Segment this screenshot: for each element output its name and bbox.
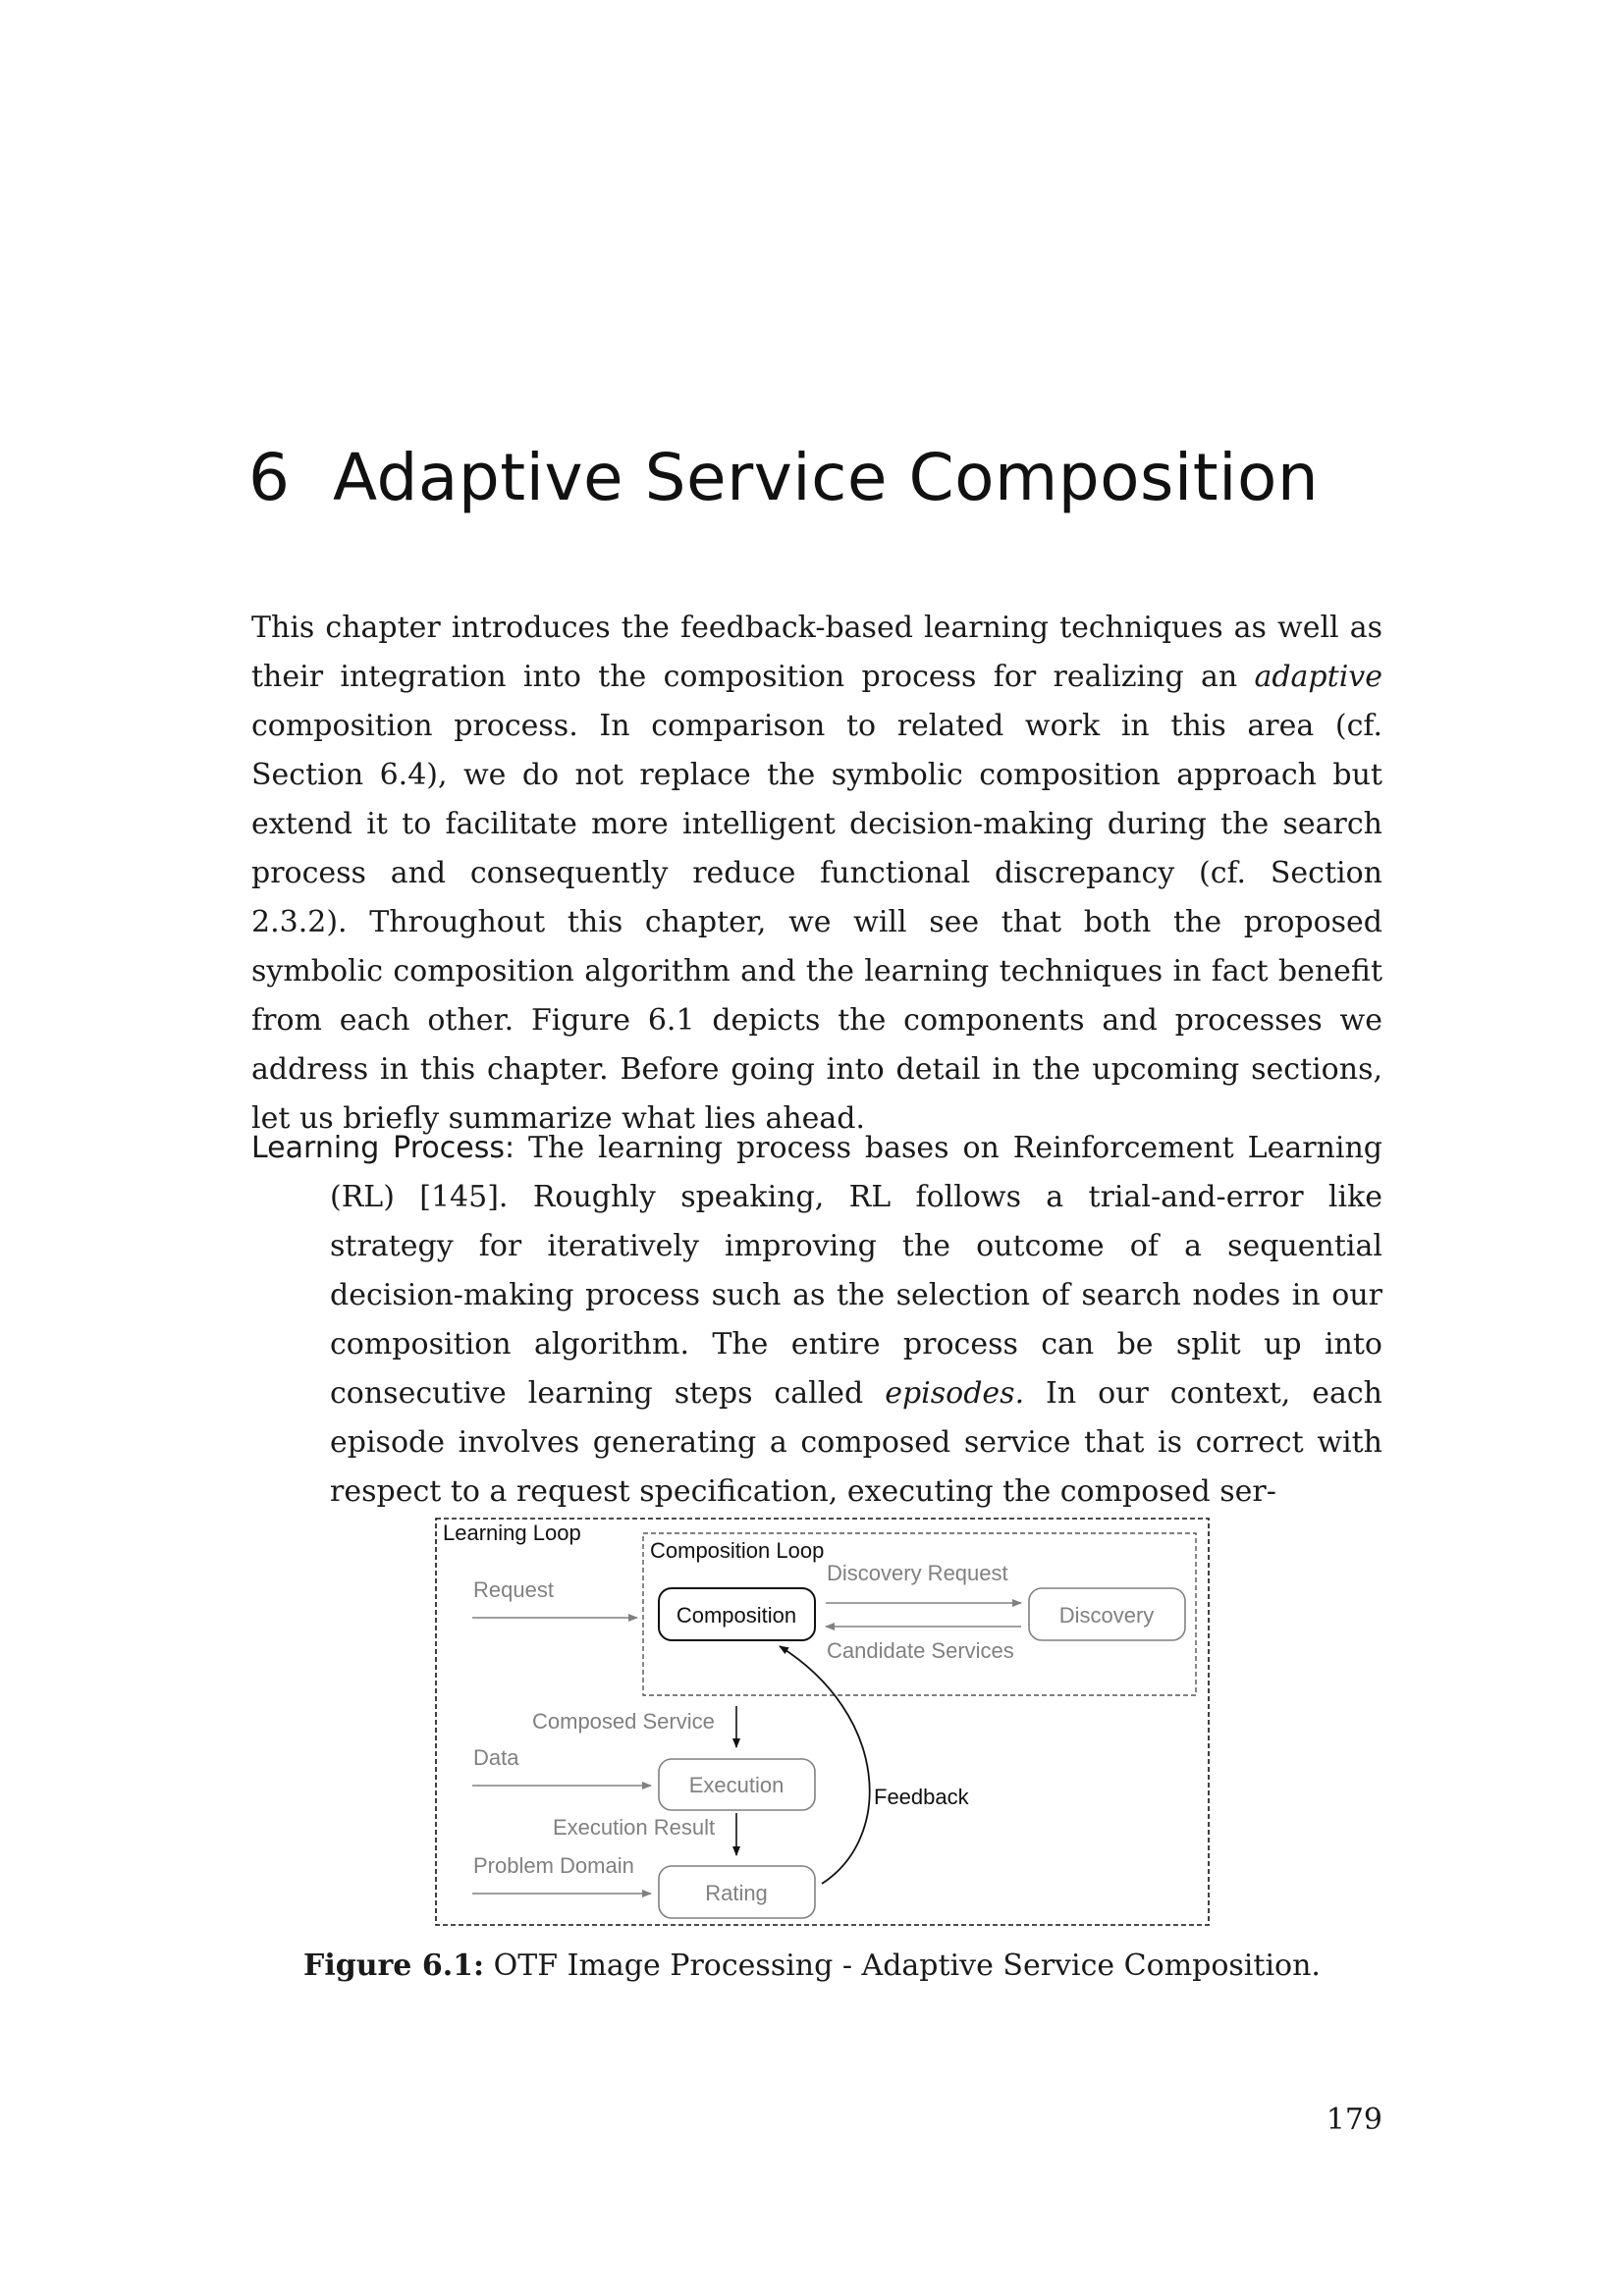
- learning-process-text-2: In our context, each episode involves generating a composed service that is correct with respect to a request specification, executing the composed ser-: [330, 1376, 1382, 1509]
- candidate-services-label: Candidate Services: [827, 1638, 1014, 1663]
- feedback-label: Feedback: [874, 1785, 969, 1809]
- figure-6-1-diagram: [432, 1514, 1213, 1931]
- page-number: 179: [1326, 2103, 1382, 2137]
- diagram-svg: [432, 1514, 1213, 1931]
- discovery-request-label: Discovery Request: [827, 1561, 1008, 1585]
- figure-caption: [0, 1949, 1624, 1983]
- execution-result-label: Execution Result: [553, 1815, 716, 1840]
- chapter-title-text: Adaptive Service Composition: [333, 440, 1320, 515]
- request-label: Request: [473, 1577, 554, 1602]
- learning-process-item: [251, 1124, 1382, 1517]
- intro-emphasis: adaptive: [1254, 660, 1382, 694]
- learning-process-term: Learning Process:: [251, 1131, 515, 1165]
- figure-caption-text: OTF Image Processing - Adaptive Service Composition.: [484, 1949, 1321, 1983]
- figure-caption-label: Figure 6.1:: [303, 1949, 485, 1983]
- intro-text-2: composition process. In comparison to related work in this area (cf. Section 6.4), we do not replace the symbolic composition approach but extend it to facilitate more intelligent decision-making during the search process and consequently reduce functional discrepancy (cf. Section 2.3.2). Throughout this chapter, we will see that both the proposed symbolic composition algorithm and the learning techniques in fact benefit from each other. Figure 6.1 depicts the components and processes we address in this chapter. Before going into detail in the upcoming sections, let us briefly summarize what lies ahead.: [251, 709, 1382, 1136]
- intro-text-1: This chapter introduces the feedback-based learning techniques as well as their integration into the composition process for realizing an: [251, 611, 1382, 694]
- composition-box-label: Composition: [676, 1603, 797, 1628]
- intro-paragraph: [251, 604, 1382, 1144]
- chapter-number: 6: [248, 440, 291, 515]
- composition-loop-label: Composition Loop: [650, 1538, 825, 1563]
- learning-loop-label: Learning Loop: [443, 1521, 581, 1545]
- rating-box-label: Rating: [705, 1881, 768, 1905]
- learning-process-emphasis: episodes.: [885, 1376, 1025, 1411]
- composed-service-label: Composed Service: [532, 1709, 715, 1734]
- chapter-title: [248, 440, 1427, 515]
- data-label: Data: [473, 1745, 519, 1770]
- learning-process-text-1: The learning process bases on Reinforcement Learning (RL) [145]. Roughly speaking, RL follows a trial-and-error like strategy for iteratively improving the outcome of a sequential decision-making process such as the selection of search nodes in our composition algorithm. The entire process can be split up into consecutive learning steps called: [330, 1131, 1382, 1411]
- discovery-box-label: Discovery: [1058, 1603, 1155, 1628]
- problem-domain-label: Problem Domain: [473, 1853, 634, 1878]
- execution-box-label: Execution: [688, 1773, 785, 1797]
